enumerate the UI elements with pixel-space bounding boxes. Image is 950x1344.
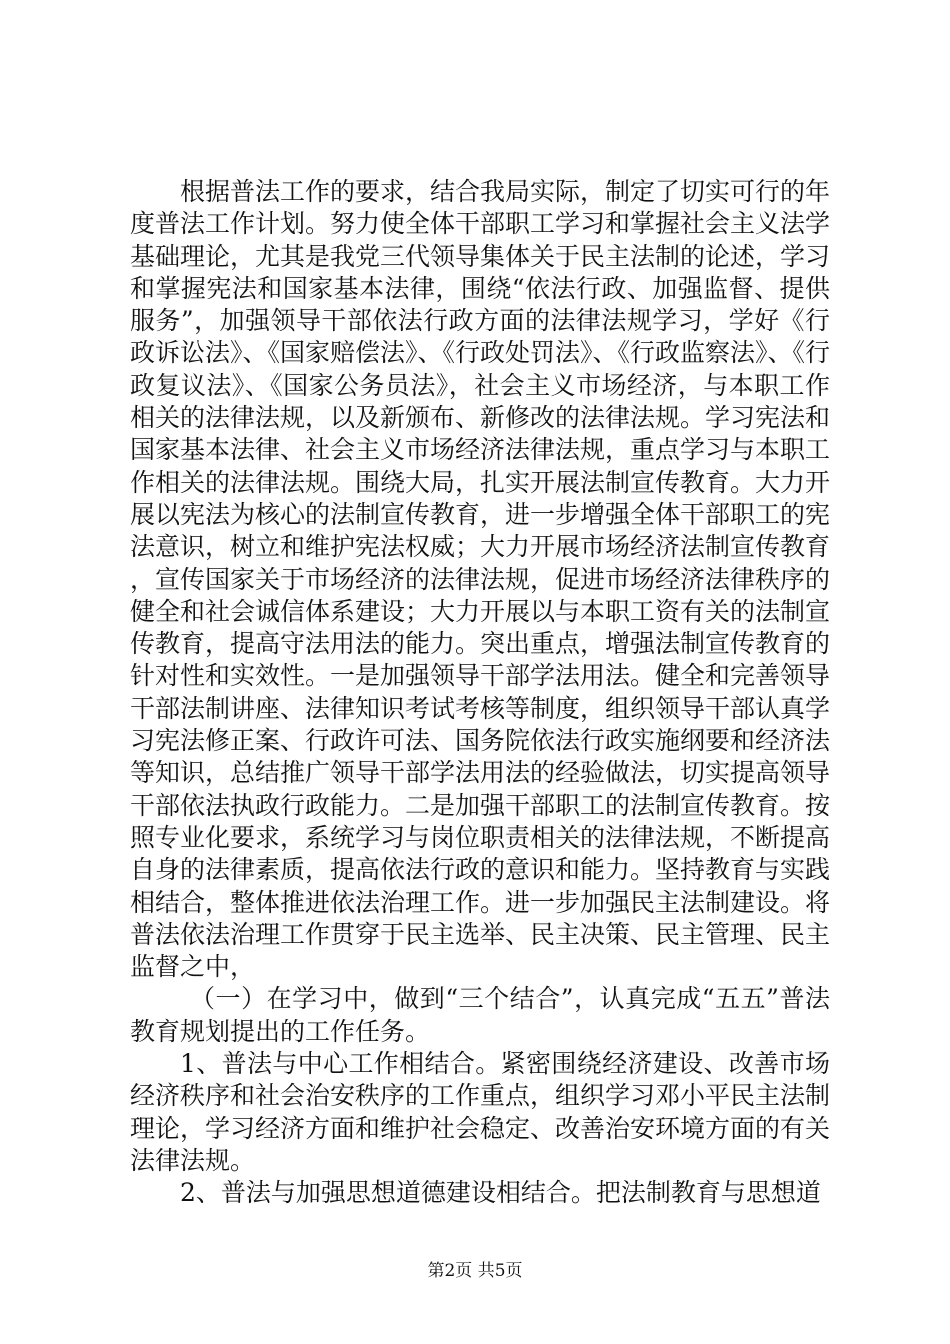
paragraph-main: 根据普法工作的要求，结合我局实际，制定了切实可行的年度普法工作计划。努力使全体干部职工学习和掌握社会主义法学基础理论，尤其是我党三代领导集体关于民主法制的论述，学习和掌握宪法和国家基本法律，围绕“依法行政、加强监督、提供服务”，加强领导干部依法行政方面的法律法规学习，学好《行政诉讼法》、《国家赔偿法》、《行政处罚法》、《行政监察法》、《行政复议法》、《国家公务员法》，社会主义市场经济，与本职工作相关的法律法规，以及新颁布、新修改的法律法规。学习宪法和国家基本法律、社会主义市场经济法律法规，重点学习与本职工作相关的法律法规。围绕大局，扎实开展法制宣传教育。大力开展以宪法为核心的法制宣传教育，进一步增强全体干部职工的宪法意识，树立和维护宪法权威；大力开展市场经济法制宣传教育，宣传国家关于市场经济的法律法规，促进市场经济法律秩序的健全和社会诚信体系建设；大力开展以与本职工资有关的法制宣传教育，提高守法用法的能力。突出重点，增强法制宣传教育的针对性和实效性。一是加强领导干部学法用法。健全和完善领导干部法制讲座、法律知识考试考核等制度，组织领导干部认真学习宪法修正案、行政许可法、国务院依法行政实施纲要和经济法等知识，总结推广领导干部学法用法的经验做法，切实提高领导干部依法执政行政能力。二是加强干部职工的法制宣传教育。按照专业化要求，系统学习与岗位职责相关的法律法规，不断提高自身的法律素质，提高依法行政的意识和能力。坚持教育与实践相结合，整体推进依法治理工作。进一步加强民主法制建设。将普法依法治理工作贯穿于民主选举、民主决策、民主管理、民主监督之中， xyxy=(130,177,831,982)
paragraph-item-1: 1、普法与中心工作相结合。紧密围绕经济建设、改善市场经济秩序和社会治安秩序的工作重点，组织学习邓小平民主法制理论，学习经济方面和维护社会稳定、改善治安环境方面的有关法律法规。 xyxy=(130,1049,831,1175)
paragraph-item-2: 2、普法与加强思想道德建设相结合。把法制教育与思想道 xyxy=(180,1178,821,1208)
page-footer: 第2页 共5页 xyxy=(427,1261,523,1281)
document-body xyxy=(130,176,830,1210)
paragraph-section-heading: （一）在学习中，做到“三个结合”，认真完成“五五”普法教育规划提出的工作任务。 xyxy=(130,984,830,1046)
